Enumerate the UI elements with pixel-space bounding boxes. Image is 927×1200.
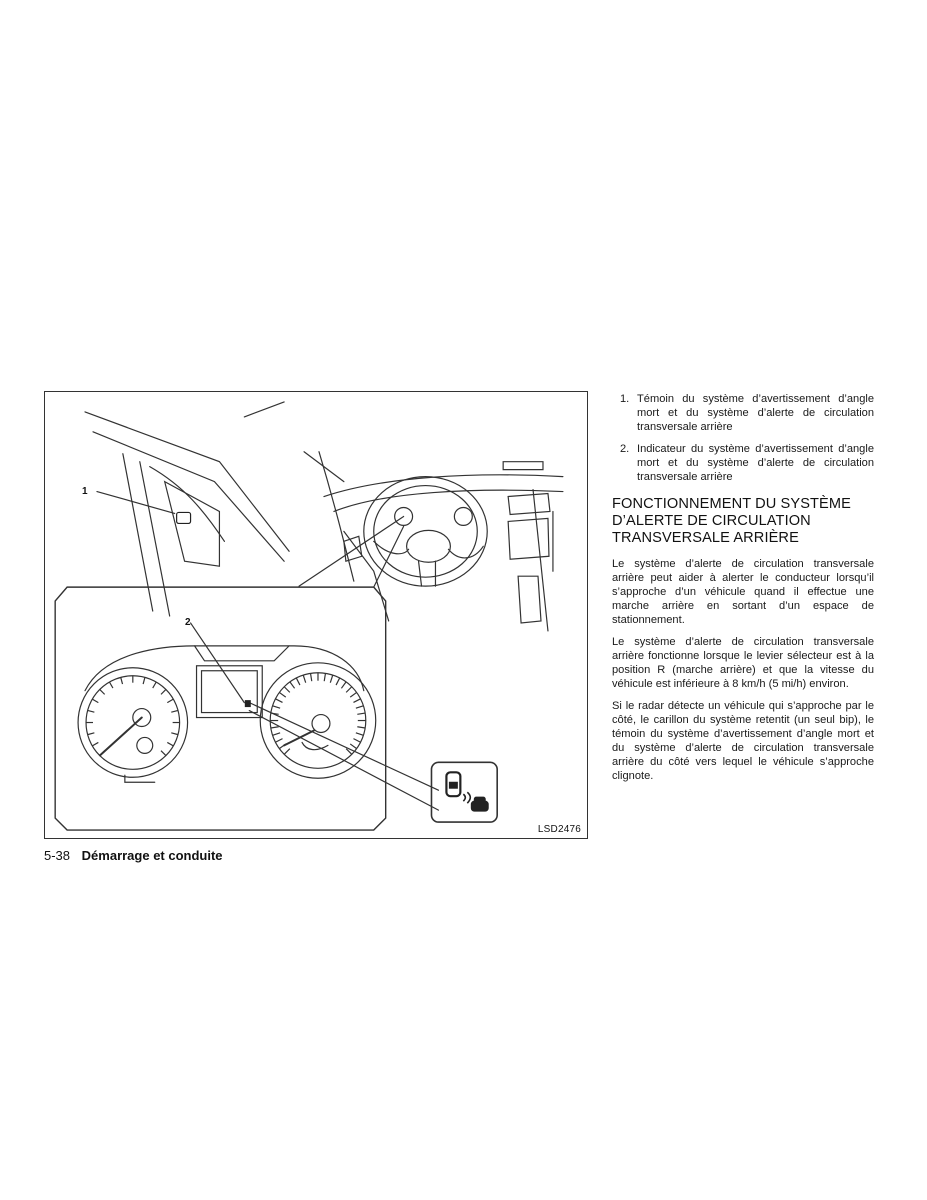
gauge-tick (167, 699, 173, 702)
gauge-tick (279, 692, 285, 697)
gauge-tick (88, 710, 95, 712)
gauge-tick (171, 710, 178, 712)
gauge-tick (279, 744, 285, 749)
gauge-tick (357, 727, 365, 728)
gauge-tick (341, 682, 346, 688)
gauge-tick (350, 744, 356, 749)
gauge-tick (92, 742, 98, 745)
gauge-tick (357, 713, 365, 714)
gauge-tick (161, 751, 166, 756)
text-column (612, 392, 874, 791)
gauge-tick (109, 682, 112, 688)
illustration-figure (44, 391, 588, 839)
page-number: 5-38 (44, 848, 71, 863)
legend-text: Témoin du système d’avertissement d’angle mort et du système d’alerte de circulation transversale arrière (637, 393, 874, 433)
gauge-tick (330, 675, 332, 683)
gauge-tick (271, 727, 279, 728)
callout-1-label: 1 (82, 486, 88, 497)
legend-number: 1. (620, 393, 630, 405)
gauge-tick (346, 687, 352, 693)
legend-item (612, 392, 874, 434)
gauge-tick (88, 733, 95, 735)
gauge-tick (273, 733, 281, 735)
gauge-tick (324, 673, 325, 681)
legend-text: Indicateur du système d’avertissement d’angle mort et du système d’alerte de circulation transversale arrière (637, 443, 874, 483)
gauge-tick (356, 706, 364, 708)
gauge-tick (143, 677, 145, 684)
gauge-tick (356, 733, 364, 735)
figure-legend (612, 392, 874, 484)
figure-code: LSD2476 (537, 824, 581, 835)
gauge-tick (284, 749, 290, 755)
gauge-tick (273, 706, 281, 708)
gauge-tick (290, 682, 295, 688)
gauge-tick (100, 689, 105, 694)
callout-2-label: 2 (185, 617, 191, 628)
gauge-tick (353, 699, 360, 703)
gauge-tick (275, 739, 282, 743)
dashboard-illustration (45, 392, 587, 838)
section-title: FONCTIONNEMENT DU SYSTÈME D’ALERTE DE CIRCULATION TRANSVERSALE ARRIÈRE (612, 496, 851, 546)
gauge-tick (350, 692, 356, 697)
gauge-tick (271, 713, 279, 714)
gauge-tick (171, 733, 178, 735)
legend-number: 2. (620, 443, 630, 455)
gauge-tick (153, 682, 156, 688)
gauge-tick (100, 751, 105, 756)
gauge-tick (296, 678, 300, 685)
gauge-tick (311, 673, 312, 681)
body-paragraph: Le système d’alerte de circulation transversale arrière fonctionne lorsque le levier sélecteur est à la position R (marche arrière) et que la vitesse du véhicule est inférieure à 8 km/h (5 mi/h) environ. (612, 636, 874, 690)
body-paragraph: Le système d’alerte de circulation transversale arrière peut aider à alerter le conducteur lorsqu’il s’approche d’un véhicule quand il effectue une marche arrière en sortant d’un espace de stationnement. (612, 558, 874, 626)
gauge-tick (121, 677, 123, 684)
gauge-tick (284, 687, 290, 693)
gauge-tick (336, 678, 340, 685)
gauge-tick (167, 742, 173, 745)
gauge-tick (353, 739, 360, 743)
chapter-title: Démarrage et conduite (81, 848, 223, 863)
gauge-tick (275, 699, 282, 703)
gauge-tick (92, 699, 98, 702)
gauge-tick (303, 675, 305, 683)
page-footer (44, 848, 223, 863)
body-paragraph: Si le radar détecte un véhicule qui s’approche par le côté, le carillon du système retentit (un seul bip), le témoin du système d’avertissement d’angle mort et du système d’alerte de circulation transversale arrière du côté vers lequel le véhicule s’approche clignote. (612, 700, 874, 782)
legend-item (612, 442, 874, 484)
gauge-tick (161, 689, 166, 694)
